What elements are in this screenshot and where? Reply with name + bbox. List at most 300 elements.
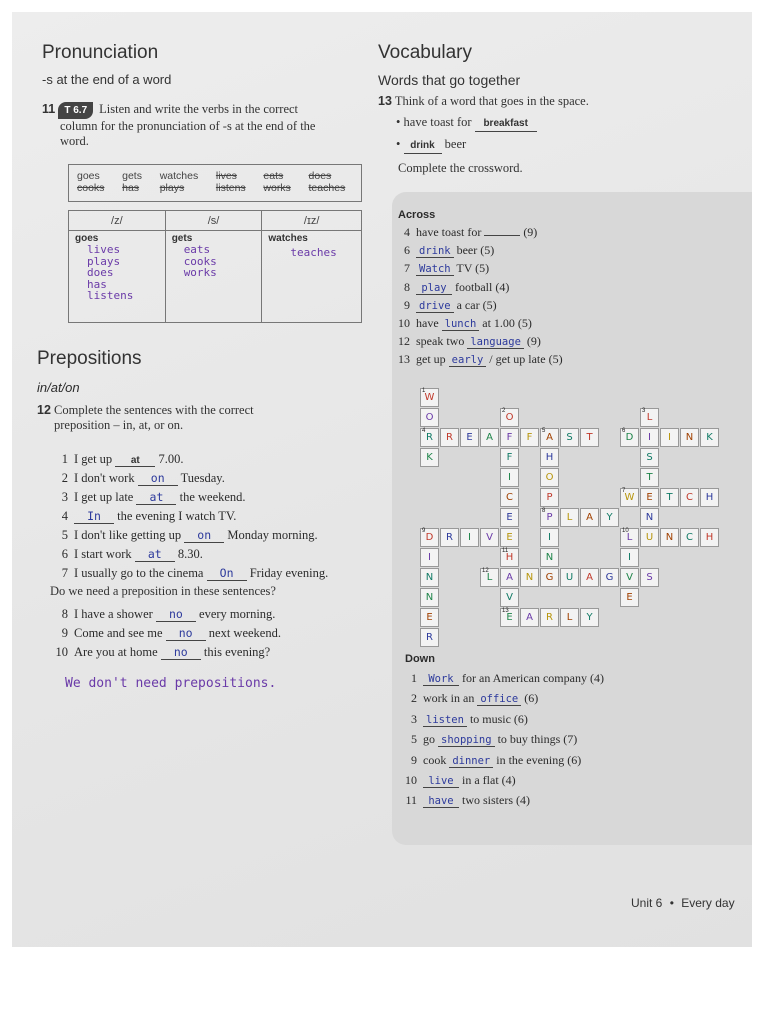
word-box-word: works bbox=[263, 182, 291, 194]
item-text-before: Come and see me bbox=[74, 626, 163, 640]
crossword-letter: L bbox=[566, 612, 573, 623]
crossword-letter: I bbox=[648, 432, 651, 443]
crossword-cell bbox=[580, 428, 599, 447]
crossword-letter: F bbox=[506, 452, 513, 463]
instruction-line-3: word. bbox=[60, 134, 89, 148]
crossword-letter: A bbox=[526, 612, 533, 623]
crossword-letter: N bbox=[425, 572, 434, 583]
sound-column-2 bbox=[262, 231, 362, 323]
crossword-cell bbox=[680, 528, 699, 547]
clue-number: 8 bbox=[404, 279, 410, 294]
bullet-2-answer: drink bbox=[404, 138, 442, 154]
crossword-cell bbox=[660, 528, 679, 547]
bullet-1-answer: breakfast bbox=[475, 116, 537, 132]
crossword-cell bbox=[540, 508, 559, 527]
clue-number: 9 bbox=[411, 752, 417, 767]
clue-text-before: get up bbox=[416, 352, 446, 367]
across-heading: Across bbox=[398, 209, 436, 221]
answer-blank: at bbox=[115, 455, 155, 467]
crossword-clue bbox=[394, 334, 541, 349]
crossword-cell bbox=[540, 488, 559, 507]
crossword-cell bbox=[640, 408, 659, 427]
item-text-after: Monday morning. bbox=[227, 528, 318, 542]
crossword-cell bbox=[520, 568, 539, 587]
crossword-cell-number: 7 bbox=[622, 488, 626, 494]
crossword-letter: W bbox=[624, 492, 635, 503]
clue-text-after: beer (5) bbox=[456, 243, 495, 258]
clue-text-after: in the evening (6) bbox=[496, 752, 582, 767]
handwritten-verb: works bbox=[183, 266, 217, 279]
crossword-cell bbox=[500, 488, 519, 507]
clue-number: 10 bbox=[398, 316, 410, 330]
crossword-clue bbox=[394, 261, 489, 276]
clue-answer: drive bbox=[416, 300, 454, 313]
crossword-cell bbox=[520, 608, 539, 627]
crossword-letter: I bbox=[508, 472, 511, 483]
item-text-after: the evening I watch TV. bbox=[117, 509, 237, 523]
bullet-1: • have toast for breakfast bbox=[396, 115, 537, 132]
item-number: 3 bbox=[61, 490, 68, 504]
clue-text-after: (9) bbox=[523, 225, 538, 239]
answer-blank: on bbox=[138, 471, 178, 486]
crossword-clue bbox=[401, 773, 516, 788]
clue-answer bbox=[484, 235, 520, 236]
crossword-letter: R bbox=[546, 612, 553, 623]
sound-table bbox=[68, 210, 362, 323]
answer-blank: at bbox=[136, 490, 176, 505]
exercise-13-instruction bbox=[378, 94, 589, 109]
crossword-cell bbox=[640, 468, 659, 487]
clue-text-after: (9) bbox=[526, 334, 541, 349]
word-box-word: does bbox=[308, 170, 332, 182]
bullet-2: • drink beer bbox=[396, 137, 466, 154]
crossword-letter: E bbox=[466, 432, 473, 443]
crossword-cell bbox=[500, 428, 519, 447]
prepositions-subheading: in/at/on bbox=[37, 380, 80, 395]
clue-answer: play bbox=[416, 282, 452, 295]
exercise-11-instruction bbox=[42, 102, 362, 149]
pronunciation-subheading: -s at the end of a word bbox=[42, 72, 172, 87]
clue-answer: language bbox=[467, 336, 524, 349]
crossword-cell bbox=[420, 528, 439, 547]
crossword-letter: A bbox=[586, 572, 593, 583]
exercise-number: 12 bbox=[37, 403, 51, 417]
item-text-after: the weekend. bbox=[179, 490, 246, 504]
clue-answer: Watch bbox=[416, 263, 454, 276]
crossword-cell-number: 8 bbox=[542, 508, 546, 514]
crossword-cell bbox=[420, 428, 439, 447]
preposition-item bbox=[50, 645, 270, 660]
example-verb: watches bbox=[268, 233, 308, 244]
bullet-2-text: beer bbox=[444, 137, 467, 151]
word-box-word: cooks bbox=[77, 182, 105, 194]
instruction-line-2: column for the pronunciation of -s at the end of the bbox=[60, 119, 316, 133]
crossword-cell bbox=[420, 608, 439, 627]
crossword-letter: C bbox=[686, 492, 693, 503]
preposition-question: Do we need a preposition in these sentences? bbox=[50, 584, 276, 598]
crossword-cell bbox=[420, 408, 439, 427]
crossword-cell bbox=[640, 568, 659, 587]
answer-blank: at bbox=[135, 547, 175, 562]
item-text-before: Are you at home bbox=[74, 645, 158, 659]
crossword-cell bbox=[460, 528, 479, 547]
crossword-letter: L bbox=[486, 572, 493, 583]
word-box-word: plays bbox=[159, 182, 185, 194]
crossword-letter: T bbox=[586, 432, 593, 443]
crossword-letter: V bbox=[486, 532, 493, 543]
crossword-letter: A bbox=[506, 572, 513, 583]
crossword-letter: O bbox=[505, 412, 514, 423]
crossword-cell bbox=[480, 428, 499, 447]
answer-blank: no bbox=[161, 645, 201, 660]
crossword-cell bbox=[640, 448, 659, 467]
column-header-s: /s/ bbox=[165, 211, 262, 231]
page-footer bbox=[631, 896, 735, 910]
crossword-cell bbox=[420, 568, 439, 587]
clue-text-before: cook bbox=[423, 752, 447, 767]
crossword-letter: Y bbox=[606, 512, 613, 523]
clue-text-after: to music (6) bbox=[469, 711, 528, 726]
crossword-cell bbox=[500, 548, 519, 567]
clue-answer: live bbox=[423, 775, 459, 788]
crossword-letter: K bbox=[426, 452, 433, 463]
crossword-letter: R bbox=[446, 532, 453, 543]
exercise-number: 13 bbox=[378, 94, 392, 108]
crossword-cell bbox=[500, 508, 519, 527]
word-box-word: teaches bbox=[308, 182, 346, 194]
crossword-cell bbox=[640, 428, 659, 447]
crossword-letter: E bbox=[506, 532, 513, 543]
crossword-clue bbox=[394, 243, 494, 258]
word-box-word: watches bbox=[159, 170, 199, 182]
crossword-cell bbox=[440, 528, 459, 547]
word-grid bbox=[77, 170, 353, 194]
item-text-after: next weekend. bbox=[208, 626, 281, 640]
crossword-letter: P bbox=[546, 512, 553, 523]
crossword-clue bbox=[401, 793, 530, 808]
crossword-clue bbox=[401, 671, 604, 686]
answer-blank: no bbox=[156, 607, 196, 622]
crossword-cell bbox=[480, 528, 499, 547]
crossword-cell bbox=[700, 428, 719, 447]
crossword-cell bbox=[560, 428, 579, 447]
preposition-item bbox=[50, 509, 236, 524]
item-number: 1 bbox=[61, 452, 68, 466]
crossword-cell bbox=[540, 608, 559, 627]
crossword-cell bbox=[640, 528, 659, 547]
crossword-grid bbox=[420, 388, 740, 643]
crossword-cell bbox=[560, 568, 579, 587]
clue-answer: have bbox=[423, 795, 459, 808]
crossword-cell bbox=[420, 548, 439, 567]
crossword-clue bbox=[394, 298, 497, 313]
crossword-cell bbox=[700, 528, 719, 547]
clue-number: 7 bbox=[404, 261, 410, 276]
word-box-word: gets bbox=[122, 170, 142, 182]
crossword-cell bbox=[460, 428, 479, 447]
pronunciation-heading: Pronunciation bbox=[42, 42, 159, 63]
crossword-letter: L bbox=[626, 532, 633, 543]
preposition-item bbox=[50, 547, 203, 562]
instruction-line-1: Complete the sentences with the correct bbox=[54, 403, 254, 417]
crossword-letter: S bbox=[646, 572, 653, 583]
answer-blank: On bbox=[207, 566, 247, 581]
example-verb: goes bbox=[75, 233, 99, 244]
crossword-letter: G bbox=[545, 572, 554, 583]
clue-number: 4 bbox=[404, 225, 410, 239]
crossword-cell bbox=[500, 568, 519, 587]
crossword-letter: N bbox=[525, 572, 534, 583]
handwritten-verb: has bbox=[87, 277, 107, 291]
clue-number: 5 bbox=[411, 732, 417, 747]
crossword-letter: R bbox=[426, 632, 433, 643]
crossword-letter: I bbox=[428, 552, 431, 563]
crossword-letter: P bbox=[546, 492, 553, 503]
clue-text-after: TV (5) bbox=[456, 261, 490, 276]
crossword-letter: H bbox=[705, 532, 714, 543]
item-text-before: I get up late bbox=[74, 490, 134, 504]
crossword-cell bbox=[660, 428, 679, 447]
crossword-cell bbox=[680, 428, 699, 447]
crossword-cell bbox=[500, 608, 519, 627]
answer-blank: In bbox=[74, 509, 114, 524]
crossword-letter: T bbox=[646, 472, 653, 483]
crossword-cell bbox=[520, 428, 539, 447]
clue-number: 6 bbox=[404, 243, 410, 258]
crossword-cell bbox=[500, 468, 519, 487]
item-text-after: this evening? bbox=[203, 645, 271, 659]
handwritten-verb: plays bbox=[87, 254, 121, 268]
crossword-cell bbox=[500, 448, 519, 467]
crossword-letter: F bbox=[506, 432, 513, 443]
instruction-line-2: preposition – in, at, or on. bbox=[54, 418, 184, 432]
handwritten-verb: listens bbox=[87, 289, 134, 302]
crossword-cell bbox=[600, 568, 619, 587]
crossword-cell-number: 5 bbox=[542, 428, 546, 434]
crossword-letter: I bbox=[668, 432, 671, 443]
crossword-letter: R bbox=[446, 432, 453, 443]
item-text-before: I don't like getting up bbox=[74, 528, 182, 542]
crossword-letter: N bbox=[545, 552, 554, 563]
crossword-letter: C bbox=[686, 532, 693, 543]
clue-answer: lunch bbox=[442, 318, 480, 331]
clue-text-after: football (4) bbox=[455, 279, 510, 294]
clue-text-before: go bbox=[423, 732, 435, 747]
crossword-letter: G bbox=[605, 572, 614, 583]
instruction-line-1: Listen and write the verbs in the correct bbox=[99, 102, 299, 116]
crossword-cell bbox=[540, 568, 559, 587]
crossword-cell bbox=[540, 548, 559, 567]
crossword-cell bbox=[540, 528, 559, 547]
crossword-letter: K bbox=[706, 432, 713, 443]
clue-number: 9 bbox=[404, 297, 410, 312]
crossword-letter: I bbox=[628, 552, 631, 563]
crossword-cell bbox=[620, 528, 639, 547]
crossword-cell bbox=[620, 548, 639, 567]
handwritten-verb: teaches bbox=[290, 246, 337, 259]
clue-answer: Work bbox=[423, 673, 459, 686]
sound-column-1 bbox=[165, 231, 262, 323]
crossword-letter: L bbox=[646, 412, 653, 423]
crossword-cell bbox=[540, 448, 559, 467]
crossword-cell bbox=[540, 468, 559, 487]
preposition-item bbox=[50, 490, 246, 505]
crossword-letter: S bbox=[646, 452, 653, 463]
sound-column-0 bbox=[69, 231, 166, 323]
clue-text-after: / get up late (5) bbox=[489, 352, 563, 367]
item-text-before: I don't work bbox=[74, 471, 135, 485]
handwritten-verb: lives bbox=[87, 243, 121, 256]
crossword-cell bbox=[480, 568, 499, 587]
crossword-cell bbox=[420, 588, 439, 607]
instruction-text: Think of a word that goes in the space. bbox=[394, 94, 589, 108]
crossword-cell bbox=[620, 588, 639, 607]
clue-text-after: to buy things (7) bbox=[497, 732, 578, 747]
crossword-cell bbox=[540, 428, 559, 447]
item-text-after: every morning. bbox=[199, 607, 276, 621]
crossword-cell bbox=[620, 488, 639, 507]
crossword-cell bbox=[620, 428, 639, 447]
crossword-letter: H bbox=[545, 452, 554, 463]
crossword-cell bbox=[500, 528, 519, 547]
crossword-letter: N bbox=[685, 432, 694, 443]
clue-text-before: have toast for bbox=[416, 225, 482, 239]
crossword-cell-number: 11 bbox=[502, 548, 509, 554]
crossword-letter: I bbox=[468, 532, 471, 543]
clue-answer: office bbox=[477, 693, 521, 706]
crossword-letter: V bbox=[506, 592, 513, 603]
column-header-z: /z/ bbox=[69, 211, 166, 231]
crossword-cell-number: 2 bbox=[502, 408, 506, 414]
crossword-letter: E bbox=[626, 592, 633, 603]
clue-answer: drink bbox=[416, 245, 454, 258]
column-header-iz: /ɪz/ bbox=[262, 211, 362, 231]
crossword-cell bbox=[680, 488, 699, 507]
item-number: 5 bbox=[61, 528, 68, 542]
clue-number: 2 bbox=[411, 691, 417, 706]
item-text-after: Friday evening. bbox=[249, 566, 329, 580]
crossword-letter: E bbox=[506, 612, 513, 623]
clue-text-before: speak two bbox=[416, 334, 465, 349]
crossword-cell-number: 6 bbox=[622, 428, 626, 434]
crossword-instruction: Complete the crossword. bbox=[398, 161, 523, 175]
crossword-cell-number: 1 bbox=[422, 388, 426, 394]
crossword-cell bbox=[500, 408, 519, 427]
crossword-cell-number: 10 bbox=[622, 528, 629, 534]
clue-text-after: in a flat (4) bbox=[462, 773, 516, 787]
clue-text-after: for an American company (4) bbox=[462, 671, 604, 685]
crossword-cell bbox=[640, 508, 659, 527]
crossword-letter: N bbox=[665, 532, 674, 543]
crossword-letter: D bbox=[425, 532, 434, 543]
exercise-12-instruction bbox=[37, 403, 337, 433]
crossword-letter: R bbox=[426, 432, 433, 443]
crossword-cell bbox=[700, 488, 719, 507]
crossword-cell bbox=[420, 448, 439, 467]
footer-separator: • bbox=[669, 896, 674, 910]
crossword-cell bbox=[580, 568, 599, 587]
crossword-cell bbox=[580, 508, 599, 527]
clue-number: 12 bbox=[398, 334, 410, 349]
crossword-clue bbox=[394, 316, 532, 331]
crossword-letter: U bbox=[565, 572, 574, 583]
clue-text-before: work in an bbox=[423, 691, 475, 706]
item-number: 7 bbox=[61, 566, 68, 580]
crossword-clue bbox=[394, 280, 509, 295]
crossword-cell bbox=[560, 508, 579, 527]
item-text-after: 8.30. bbox=[177, 547, 203, 561]
crossword-letter: H bbox=[505, 552, 514, 563]
item-number: 2 bbox=[61, 471, 68, 485]
handwritten-verb: cooks bbox=[183, 254, 217, 268]
clue-answer: early bbox=[449, 354, 487, 367]
sound-row bbox=[69, 231, 362, 323]
word-box-word: listens bbox=[215, 182, 246, 194]
prepositions-heading: Prepositions bbox=[37, 348, 142, 369]
crossword-letter: A bbox=[546, 432, 553, 443]
crossword-letter: E bbox=[426, 612, 433, 623]
crossword-cell bbox=[500, 588, 519, 607]
crossword-letter: W bbox=[424, 392, 435, 403]
crossword-cell bbox=[440, 428, 459, 447]
clue-text-after: at 1.00 (5) bbox=[482, 316, 532, 330]
crossword-clue bbox=[401, 691, 538, 706]
preposition-item bbox=[50, 566, 328, 581]
answer-blank: no bbox=[166, 626, 206, 641]
preposition-item bbox=[50, 471, 225, 486]
crossword-letter: T bbox=[666, 492, 673, 503]
word-box-word: lives bbox=[215, 170, 237, 182]
handwritten-note: We don't need prepositions. bbox=[65, 676, 277, 691]
crossword-cell bbox=[660, 488, 679, 507]
crossword-cell bbox=[580, 608, 599, 627]
item-number: 6 bbox=[61, 547, 68, 561]
item-text-before: I usually go to the cinema bbox=[74, 566, 204, 580]
crossword-cell-number: 3 bbox=[642, 408, 646, 414]
crossword-letter: A bbox=[486, 432, 493, 443]
answer-blank: on bbox=[184, 528, 224, 543]
crossword-letter: L bbox=[566, 512, 573, 523]
clue-text-after: two sisters (4) bbox=[462, 793, 530, 808]
preposition-item bbox=[50, 528, 318, 543]
crossword-letter: O bbox=[425, 412, 434, 423]
footer-topic: Every day bbox=[681, 896, 735, 910]
crossword-letter: E bbox=[506, 512, 513, 523]
down-heading: Down bbox=[405, 653, 435, 665]
workbook-page bbox=[12, 12, 752, 947]
vocabulary-subheading: Words that go together bbox=[378, 72, 521, 88]
crossword-letter: S bbox=[566, 432, 573, 443]
clue-text-before: have bbox=[416, 316, 439, 330]
crossword-letter: Y bbox=[586, 612, 593, 623]
crossword-letter: H bbox=[705, 492, 714, 503]
crossword-letter: D bbox=[625, 432, 634, 443]
crossword-cell bbox=[560, 608, 579, 627]
crossword-cell bbox=[600, 508, 619, 527]
crossword-cell bbox=[420, 388, 439, 407]
crossword-cell bbox=[620, 568, 639, 587]
item-text-after: Tuesday. bbox=[180, 471, 225, 485]
preposition-item bbox=[50, 452, 183, 467]
word-box bbox=[68, 164, 362, 202]
crossword-letter: V bbox=[626, 572, 633, 583]
crossword-clue bbox=[401, 712, 528, 727]
clue-number: 13 bbox=[398, 352, 410, 367]
crossword-cell-number: 13 bbox=[502, 608, 509, 614]
clue-number: 10 bbox=[405, 773, 417, 787]
crossword-cell bbox=[640, 488, 659, 507]
clue-number: 1 bbox=[411, 671, 417, 685]
